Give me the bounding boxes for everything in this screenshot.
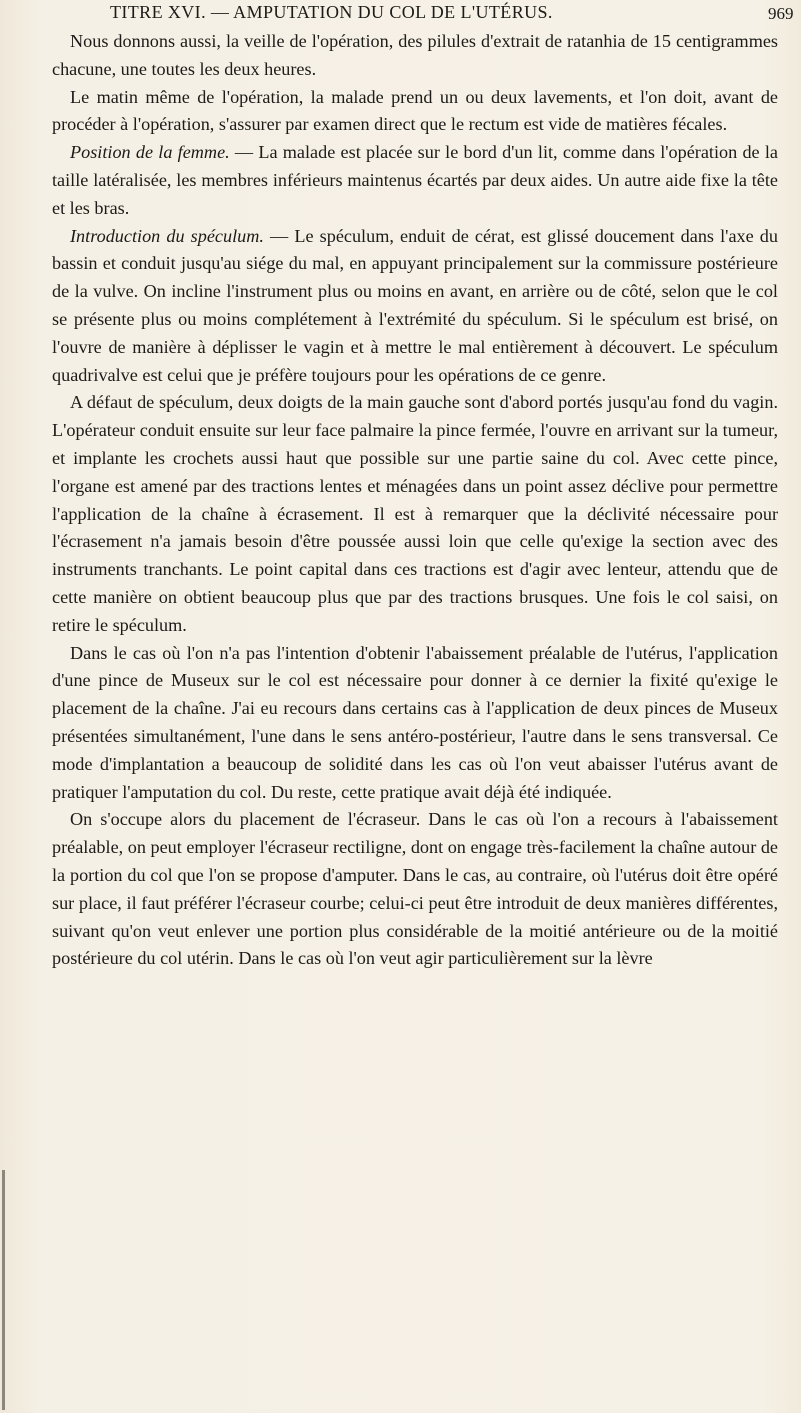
- paragraph: [52, 139, 778, 222]
- paragraph-text: — Le spéculum, enduit de cérat, est glissé doucement dans l'axe du bassin et conduit jusqu'au siége du mal, en appuyant principalement sur la commissure postérieure de la vulve. On incline l'instrument plus ou moins en avant, en arrière ou de côté, selon que le col se présente plus ou moins complétement à l'extrémité du spéculum. Si le spéculum est brisé, on l'ouvre de manière à déplisser le vagin et à mettre le mal entièrement à découvert. Le spéculum quadrivalve est celui que je préfère toujours pour les opérations de ce genre.: [52, 225, 778, 385]
- page-number: 969: [768, 4, 794, 23]
- paragraph-lead: Introduction du spéculum.: [70, 225, 264, 246]
- paragraph-text: — La malade est placée sur le bord d'un lit, comme dans l'opération de la taille latéralisée, les membres inférieurs maintenus écartés par deux aides. Un autre aide fixe la tête et les bras.: [52, 142, 778, 218]
- paragraph-text: Le matin même de l'opération, la malade prend un ou deux lavements, et l'on doit, avant de procéder à l'opération, s'assurer par examen direct que le rectum est vide de matières fécales.: [52, 86, 778, 135]
- paragraph-text: A défaut de spéculum, deux doigts de la main gauche sont d'abord portés jusqu'au fond du vagin. L'opérateur conduit ensuite sur leur face palmaire la pince fermée, l'ouvre en arrivant sur la tumeur, et implante les crochets aussi haut que possible sur une partie saine du col. Avec cette pince, l'organe est amené par des tractions lentes et ménagées dans un point assez déclive pour permettre l'application de la chaîne à écrasement. Il est à remarquer que la déclivité nécessaire pour l'écrasement n'a jamais besoin d'être poussée aussi loin que celle qu'exige la section avec des instruments tranchants. Le point capital dans ces tractions est d'agir avec lenteur, attendu que de cette manière on obtient beaucoup plus que par des tractions brusques. Une fois le col saisi, on retire le spéculum.: [52, 392, 778, 635]
- paragraph: [52, 84, 778, 140]
- body-text: [52, 28, 778, 973]
- paragraph: [52, 223, 778, 390]
- paragraph: [52, 28, 778, 84]
- page-edge-shadow: [2, 1170, 5, 1410]
- paragraph-lead: Position de la femme.: [70, 142, 230, 163]
- paragraph: [52, 806, 778, 973]
- running-title: TITRE XVI. — AMPUTATION DU COL DE L'UTÉRUS.: [110, 2, 553, 22]
- paragraph-text: On s'occupe alors du placement de l'écraseur. Dans le cas où l'on a recours à l'abaissement préalable, on peut employer l'écraseur rectiligne, dont on engage très-facilement la chaîne autour de la portion du col que l'on se propose d'amputer. Dans le cas, au contraire, où l'utérus doit être opéré sur place, il faut préférer l'écraseur courbe; celui-ci peut être introduit de deux manières différentes, suivant qu'on veut enlever une portion plus considérable de la moitié antérieure ou de la moitié postérieure du col utérin. Dans le cas où l'on veut agir particulièrement sur la lèvre: [52, 809, 778, 969]
- paragraph-text: Dans le cas où l'on n'a pas l'intention d'obtenir l'abaissement préalable de l'utérus, l'application d'une pince de Museux sur le col est nécessaire pour donner à ce dernier la fixité qu'exige le placement de la chaîne. J'ai eu recours dans certains cas à l'application de deux pinces de Museux présentées simultanément, l'une dans le sens antéro-postérieur, l'autre dans le sens transversal. Ce mode d'implantation a beaucoup de solidité dans les cas où l'on veut abaisser l'utérus avant de pratiquer l'amputation du col. Du reste, cette pratique avait déjà été indiquée.: [52, 642, 778, 802]
- paragraph-text: Nous donnons aussi, la veille de l'opération, des pilules d'extrait de ratanhia de 15 centigrammes chacune, une toutes les deux heures.: [52, 31, 778, 79]
- running-header: [110, 2, 670, 23]
- paragraph: [52, 389, 778, 639]
- paragraph: [52, 640, 778, 807]
